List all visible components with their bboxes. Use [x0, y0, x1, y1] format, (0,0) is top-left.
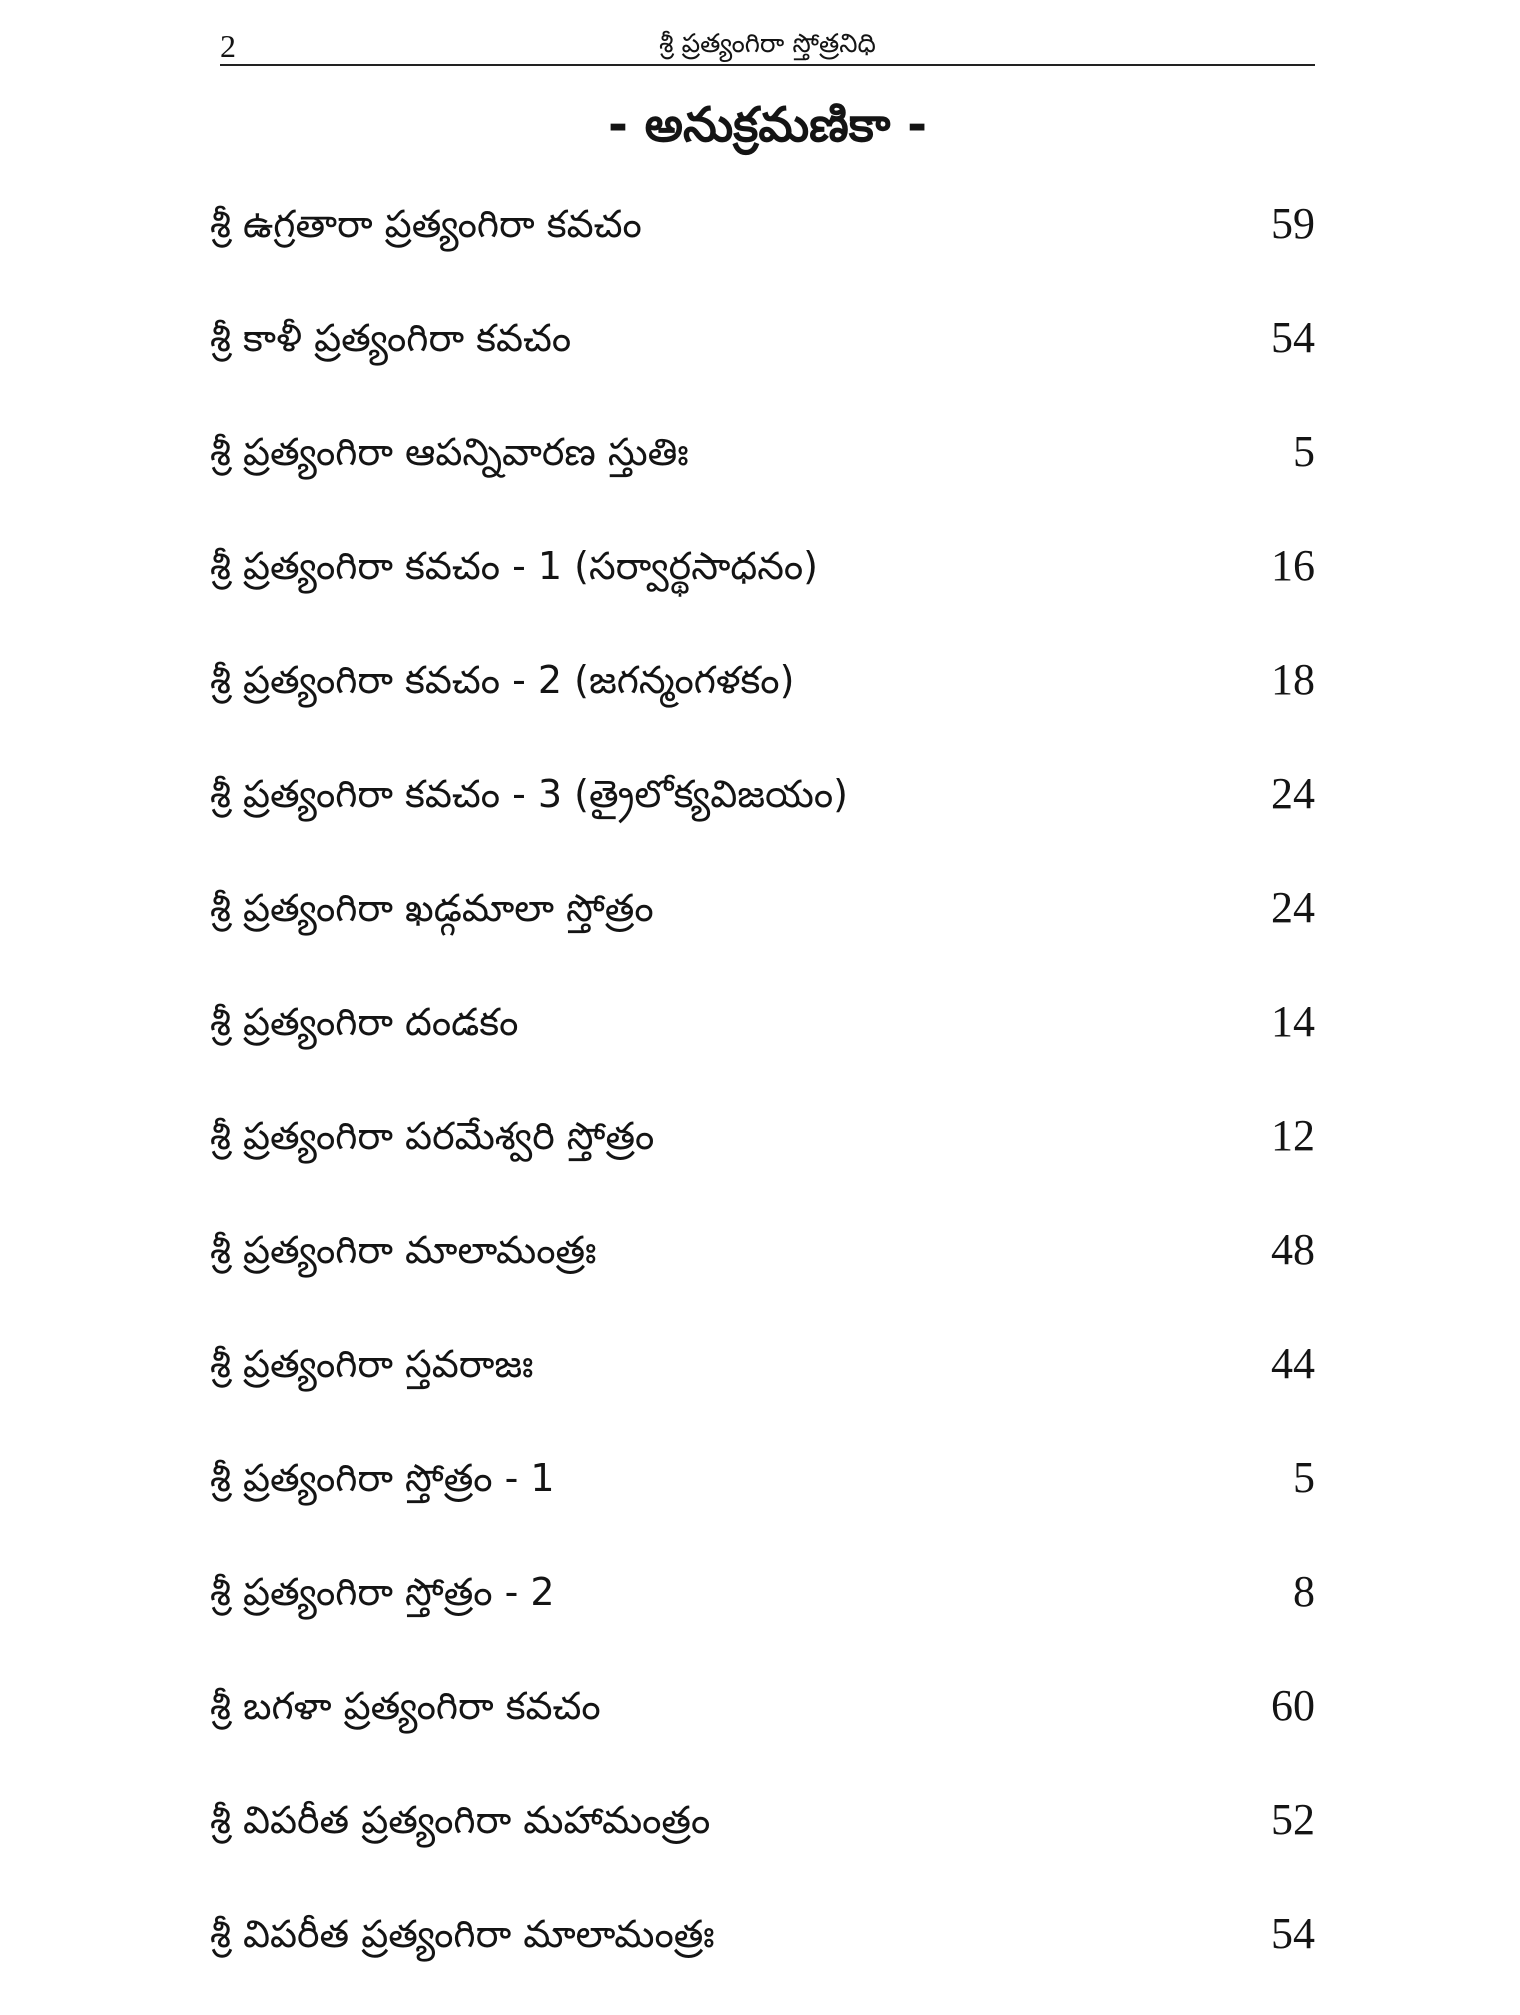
contents-entry: [210, 644, 1315, 758]
contents-entry: [210, 1556, 1315, 1670]
contents-entry: [210, 1784, 1315, 1898]
entry-page-number: 48: [1271, 1225, 1315, 1274]
contents-entry: [210, 1898, 1315, 2012]
book-title: శ్రీ ప్రత్యంగిరా స్తోత్రనిధి: [659, 29, 876, 59]
entry-page-number: 60: [1271, 1681, 1315, 1730]
entry-page-number: 12: [1271, 1111, 1315, 1160]
entry-title: శ్రీ ప్రత్యంగిరా కవచం - 1 (సర్వార్థసాధనం): [210, 544, 818, 588]
entry-page-number: 54: [1271, 313, 1315, 362]
entry-page-number: 24: [1271, 769, 1315, 818]
contents-entry: [210, 758, 1315, 872]
entry-page-number: 24: [1271, 883, 1315, 932]
contents-entry: [210, 1100, 1315, 1214]
entry-title: శ్రీ ప్రత్యంగిరా పరమేశ్వరి స్తోత్రం: [210, 1114, 655, 1158]
contents-heading: - అనుక్రమణికా -: [607, 97, 928, 153]
entry-title: శ్రీ విపరీత ప్రత్యంగిరా మహామంత్రం: [210, 1798, 711, 1842]
entry-title: శ్రీ ప్రత్యంగిరా ఖడ్గమాలా స్తోత్రం: [210, 886, 654, 930]
contents-entry: [210, 986, 1315, 1100]
entry-title: శ్రీ ప్రత్యంగిరా మాలామంత్రః: [210, 1228, 597, 1272]
contents-entry: [210, 188, 1315, 302]
entry-title: శ్రీ ప్రత్యంగిరా స్తోత్రం - 2: [210, 1570, 555, 1614]
entry-title: శ్రీ ప్రత్యంగిరా దండకం: [210, 1000, 519, 1044]
entry-page-number: 52: [1271, 1795, 1315, 1844]
entry-page-number: 59: [1271, 199, 1315, 248]
entry-title: శ్రీ ప్రత్యంగిరా స్తవరాజః: [210, 1342, 534, 1386]
contents-entry: [210, 1214, 1315, 1328]
running-header: [220, 22, 1315, 62]
contents-entry: [210, 872, 1315, 986]
entry-page-number: 44: [1271, 1339, 1315, 1388]
entry-page-number: 16: [1271, 541, 1315, 590]
entry-title: శ్రీ ఉగ్రతారా ప్రత్యంగిరా కవచం: [210, 202, 642, 246]
contents-entry: [210, 1670, 1315, 1784]
entry-title: శ్రీ ప్రత్యంగిరా స్తోత్రం - 1: [210, 1456, 555, 1500]
entry-page-number: 5: [1293, 427, 1315, 476]
entry-page-number: 5: [1293, 1453, 1315, 1502]
entry-page-number: 54: [1271, 1909, 1315, 1958]
entry-page-number: 8: [1293, 1567, 1315, 1616]
contents-entry: [210, 530, 1315, 644]
entry-page-number: 18: [1271, 655, 1315, 704]
contents-entry: [210, 302, 1315, 416]
entry-title: శ్రీ ప్రత్యంగిరా కవచం - 2 (జగన్మంగళకం): [210, 658, 795, 702]
contents-list: [210, 188, 1315, 2012]
entry-title: శ్రీ ప్రత్యంగిరా కవచం - 3 (త్రైలోక్యవిజయం): [210, 772, 848, 816]
entry-title: శ్రీ బగళా ప్రత్యంగిరా కవచం: [210, 1684, 601, 1728]
contents-entry: [210, 416, 1315, 530]
entry-title: శ్రీ కాళీ ప్రత్యంగిరా కవచం: [210, 316, 572, 360]
entry-title: శ్రీ విపరీత ప్రత్యంగిరా మాలామంత్రః: [210, 1912, 715, 1956]
header-rule: [220, 64, 1315, 66]
entry-title: శ్రీ ప్రత్యంగిరా ఆపన్నివారణ స్తుతిః: [210, 430, 689, 474]
page-number: 2: [220, 28, 236, 64]
contents-entry: [210, 1442, 1315, 1556]
contents-entry: [210, 1328, 1315, 1442]
entry-page-number: 14: [1271, 997, 1315, 1046]
